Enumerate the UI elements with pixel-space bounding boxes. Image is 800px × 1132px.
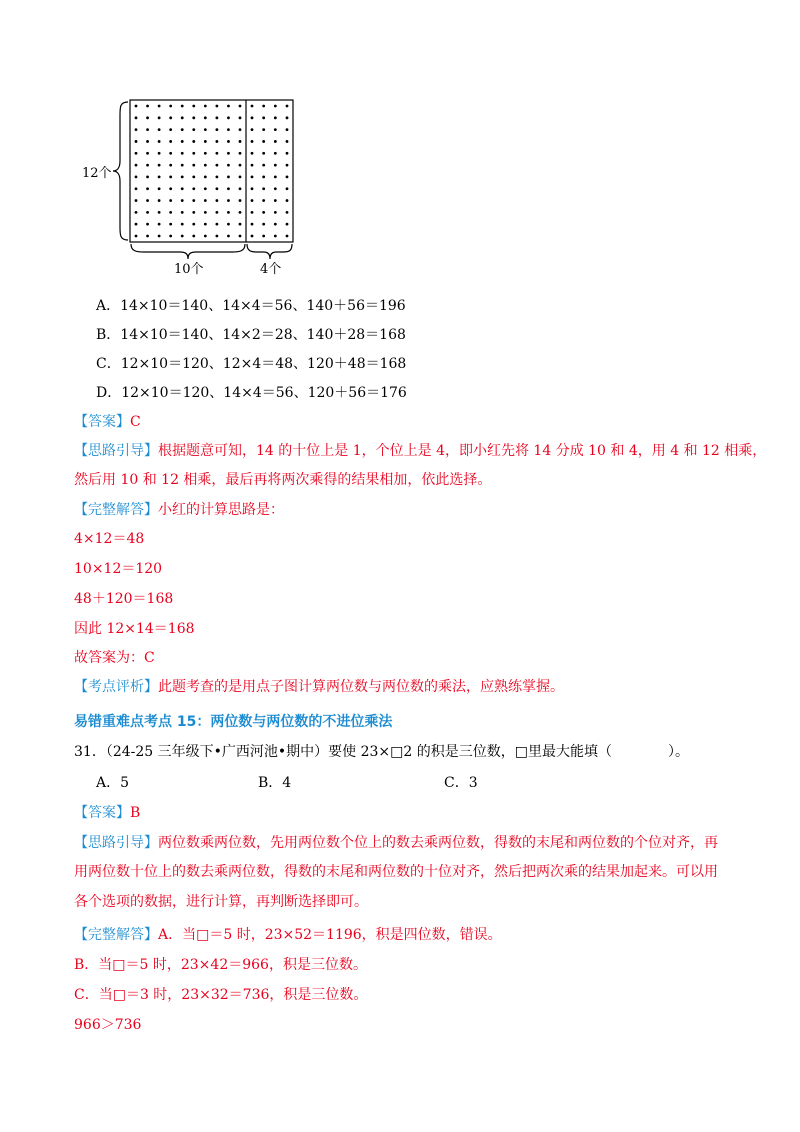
dot [135,128,138,131]
bottom-left-label: 10个 [174,262,204,277]
dot-array-figure [80,95,300,280]
dot [169,199,172,202]
dot [262,187,265,190]
dot [274,211,277,214]
dot [192,140,195,143]
dot [204,176,207,179]
dot [146,187,149,190]
dot [135,199,138,202]
solution-line: 48＋120＝168 [74,591,174,607]
option-a: A．14×10＝140、14×4＝56、140＋56＝196 [96,298,406,314]
dot [192,187,195,190]
dot [227,211,230,214]
question-31-stem: 31．（24-25 三年级下•广西河池•期中）要使 23×□2 的积是三位数，□里最大能填（ ）。 [74,744,689,760]
dot [192,105,195,108]
dot [215,199,218,202]
dot [262,164,265,167]
dot [227,152,230,155]
dot [169,187,172,190]
hint-text-cont: 用两位数十位上的数去乘两位数，得数的末尾和两位数的十位对齐，然后把两次乘的结果加起来。可以用 [74,864,718,880]
dot [181,211,184,214]
dot [146,152,149,155]
answer-tag: 【答案】 [74,805,130,821]
dot [274,235,277,238]
dot [251,164,254,167]
solution-line: B．当□＝5 时，23×42＝966，积是三位数。 [74,957,367,973]
dot [169,211,172,214]
dot [169,235,172,238]
dot [215,235,218,238]
dot [215,187,218,190]
dot [286,199,289,202]
dot [181,105,184,108]
bottom-right-brace [247,244,292,259]
dot [262,211,265,214]
dot [181,152,184,155]
dot [274,223,277,226]
dot [274,152,277,155]
dot [158,187,161,190]
dot [215,176,218,179]
analysis-text: 此题考查的是用点子图计算两位数与两位数的乘法，应熟练掌握。 [158,679,564,695]
solution-line: C．当□＝3 时，23×32＝736，积是三位数。 [74,987,368,1003]
dot [204,235,207,238]
dot [215,223,218,226]
dot [146,176,149,179]
answer-value: B [130,805,141,821]
dot [286,235,289,238]
dot [192,199,195,202]
answer-value: C [130,414,141,430]
dot [135,116,138,119]
dot [158,199,161,202]
dot [135,176,138,179]
dot [286,164,289,167]
dot [286,105,289,108]
option-d: D．12×10＝120、14×4＝56、120＋56＝176 [96,385,407,401]
dot [274,176,277,179]
dot [215,211,218,214]
dot [239,105,242,108]
dot [251,116,254,119]
analysis-row [74,677,564,697]
dot [135,164,138,167]
dot [251,235,254,238]
dot [181,223,184,226]
dot [146,116,149,119]
dot [204,116,207,119]
dot [158,176,161,179]
dot [169,176,172,179]
dot [227,199,230,202]
dot [286,211,289,214]
dot [204,187,207,190]
dot [204,164,207,167]
dot [262,176,265,179]
solution-line: 966＞736 [74,1017,142,1033]
dot [192,235,195,238]
dot [169,164,172,167]
dot [274,116,277,119]
dot [135,223,138,226]
dot [192,176,195,179]
dot [286,187,289,190]
dot [169,105,172,108]
dot [204,140,207,143]
dot [239,128,242,131]
dot [227,140,230,143]
dot [262,223,265,226]
option-c: C．12×10＝120、12×4＝48、120＋48＝168 [96,356,407,372]
dot [286,176,289,179]
dot [135,211,138,214]
solution-line: 10×12＝120 [74,561,163,577]
dot [146,211,149,214]
dot [146,140,149,143]
dot [204,211,207,214]
dot [135,140,138,143]
dot [274,140,277,143]
dot [204,105,207,108]
dot [251,140,254,143]
bottom-right-label: 4个 [260,262,282,277]
section-title: 易错重难点考点 15：两位数与两位数的不进位乘法 [74,714,393,730]
dot [274,128,277,131]
solution-line: 4×12＝48 [74,531,145,547]
dot [227,235,230,238]
dot [181,199,184,202]
dot [181,187,184,190]
dot [286,116,289,119]
dot [227,187,230,190]
dot [262,105,265,108]
dot [146,199,149,202]
dot [262,199,265,202]
dot [192,152,195,155]
dot [239,176,242,179]
dot [181,140,184,143]
dot [286,140,289,143]
dot [262,152,265,155]
solution-row [74,925,502,945]
solution-line: 因此 12×14＝168 [74,621,195,637]
dot [239,116,242,119]
hint-text: 两位数乘两位数，先用两位数个位上的数去乘两位数，得数的末尾和两位数的个位对齐，再 [158,835,718,851]
dot [192,223,195,226]
dot [215,116,218,119]
dot [239,187,242,190]
hint-text-cont: 各个选项的数据，进行计算，再判断选择即可。 [74,894,368,910]
dot [146,128,149,131]
dot [158,235,161,238]
dot [158,223,161,226]
dot [135,152,138,155]
dot [169,128,172,131]
dot [227,176,230,179]
side-label: 12个 [82,166,112,181]
dot [146,164,149,167]
hint-row [74,441,766,461]
solution-line: 故答案为：C [74,650,155,666]
dot [158,128,161,131]
dot [239,152,242,155]
analysis-tag: 【考点评析】 [74,679,158,695]
answer-tag: 【答案】 [74,414,130,430]
answer-row [74,803,140,823]
dot [227,128,230,131]
dot [192,128,195,131]
dot [239,235,242,238]
dot [158,164,161,167]
dot [286,223,289,226]
dot [262,235,265,238]
dot [204,199,207,202]
dot [215,140,218,143]
solution-intro: 小红的计算思路是： [158,502,284,518]
dot [158,116,161,119]
dot [286,128,289,131]
dot [227,105,230,108]
dot [158,140,161,143]
dot-array-frame [130,100,293,242]
dot [227,223,230,226]
dot [251,223,254,226]
dot [146,105,149,108]
hint-text-cont: 然后用 10 和 12 相乘，最后再将两次乘得的结果相加，依此选择。 [74,472,492,488]
dot [227,116,230,119]
dot [274,105,277,108]
option-c: C．3 [444,775,478,791]
dot [181,128,184,131]
answer-row [74,412,141,432]
hint-row [74,833,718,853]
dot [215,164,218,167]
dot [262,140,265,143]
dot [251,187,254,190]
dot [192,164,195,167]
dot [192,211,195,214]
dot [169,116,172,119]
dot [274,199,277,202]
dot [262,128,265,131]
dot [158,211,161,214]
dot [135,235,138,238]
dot [181,164,184,167]
dot [158,105,161,108]
dot [251,199,254,202]
solution-tag: 【完整解答】 [74,927,158,943]
dot [215,105,218,108]
dot [286,152,289,155]
option-b: B．4 [258,775,292,791]
dot [251,105,254,108]
dot [192,116,195,119]
dot [169,152,172,155]
dot [169,223,172,226]
dot [274,164,277,167]
dot [251,128,254,131]
dot [135,187,138,190]
dot [274,187,277,190]
solution-row [74,500,284,520]
dot [227,164,230,167]
dot [181,116,184,119]
hint-tag: 【思路引导】 [74,835,158,851]
dot [146,223,149,226]
dot [181,176,184,179]
dot [239,211,242,214]
dot [181,235,184,238]
dot [239,223,242,226]
dot [169,140,172,143]
dot [146,235,149,238]
dot [251,152,254,155]
solution-tag: 【完整解答】 [74,502,158,518]
hint-text: 根据题意可知，14 的十位上是 1，个位上是 4，即小红先将 14 分成 10 和 4，用 4 和 12 相乘， [158,443,767,459]
dot [251,211,254,214]
dot [251,176,254,179]
dot [135,105,138,108]
bottom-left-brace [131,244,245,259]
side-brace [113,102,128,240]
dot [215,128,218,131]
dot [262,116,265,119]
dot [239,199,242,202]
dot [239,140,242,143]
dot [204,152,207,155]
hint-tag: 【思路引导】 [74,443,158,459]
dot [204,223,207,226]
option-a: A．5 [96,775,130,791]
option-b: B．14×10＝140、14×2＝28、140＋28＝168 [96,327,406,343]
dot [239,164,242,167]
dot [215,152,218,155]
solution-text: A．当□＝5 时，23×52＝1196，积是四位数，错误。 [158,927,502,943]
dot-grid [135,105,289,238]
dot [158,152,161,155]
dot [204,128,207,131]
